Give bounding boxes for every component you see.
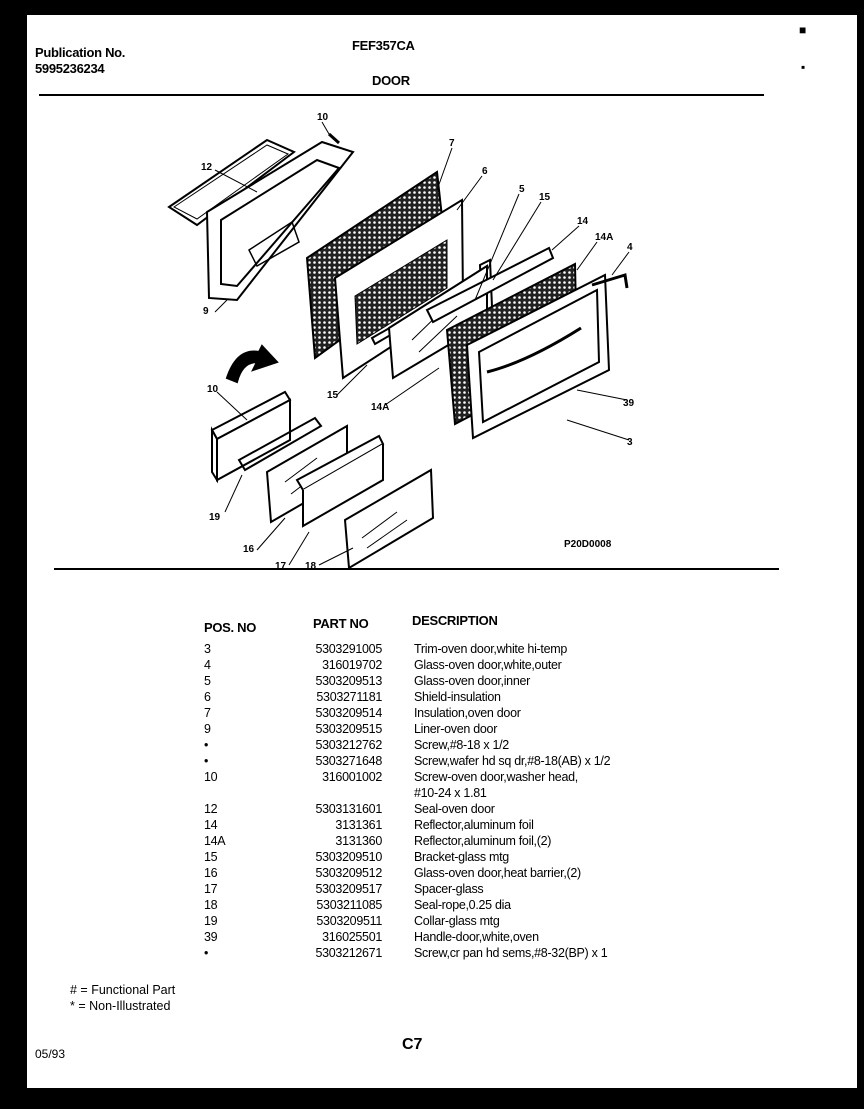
part-cell: 316019702 [322, 658, 382, 672]
callout-label: 17 [275, 561, 287, 570]
callout-label: 12 [201, 162, 213, 173]
col-header-pos: POS. NO [204, 620, 257, 635]
publication-number: 5995236234 [35, 61, 105, 76]
table-row [27, 690, 857, 706]
table-row [27, 946, 857, 962]
desc-cell: Insulation,oven door [414, 706, 521, 720]
part-cell: 3131361 [335, 818, 382, 832]
table-row [27, 818, 857, 834]
exploded-door-diagram [157, 100, 657, 570]
desc-cell: Glass-oven door,heat barrier,(2) [414, 866, 581, 880]
pos-cell: 10 [204, 770, 218, 784]
part-cell: 5303212762 [315, 738, 382, 752]
callout-label: 14 [577, 216, 589, 227]
pos-cell: 4 [204, 658, 211, 672]
callout-label: 5 [519, 184, 525, 195]
footer-date: 05/93 [35, 1047, 66, 1061]
callout-label: 6 [482, 166, 488, 177]
part-cell: 5303209511 [316, 914, 382, 928]
publication-label: Publication No. [35, 45, 126, 60]
pos-cell: 14 [204, 818, 218, 832]
desc-cell: Liner-oven door [414, 722, 498, 736]
col-header-desc: DESCRIPTION [412, 613, 498, 628]
part-cell: 5303291005 [315, 642, 382, 656]
part-cell: 5303209513 [315, 674, 382, 688]
part-cell: 3131360 [335, 834, 382, 848]
pos-cell: 12 [204, 802, 218, 816]
corner-mark: ■ [799, 23, 807, 37]
part-cell: 5303209515 [315, 722, 382, 736]
desc-cell: Trim-oven door,white hi-temp [414, 642, 568, 656]
table-row [27, 706, 857, 722]
table-row [27, 802, 857, 818]
pos-cell: 18 [204, 898, 218, 912]
model-number: FEF357CA [352, 38, 415, 53]
table-row [27, 770, 857, 802]
part-cell: 5303271648 [315, 754, 382, 768]
part-cell: 316025501 [322, 930, 382, 944]
callout-label: 39 [623, 398, 635, 409]
legend-functional: # = Functional Part [70, 983, 176, 997]
pos-cell: 7 [204, 706, 211, 720]
desc-cell: Glass-oven door,white,outer [414, 658, 562, 672]
pos-cell: 6 [204, 690, 211, 704]
corner-mark: ▪ [801, 60, 806, 74]
header-rule [39, 94, 764, 96]
pos-cell: 15 [204, 850, 218, 864]
pos-cell: 9 [204, 722, 211, 736]
desc-cell: Reflector,aluminum foil [414, 818, 534, 832]
callout-label: 18 [305, 561, 317, 570]
table-row [27, 722, 857, 738]
callout-label: 14A [595, 232, 614, 243]
desc-cell: Collar-glass mtg [414, 914, 500, 928]
table-row [27, 882, 857, 898]
desc-cell: Screw,wafer hd sq dr,#8-18(AB) x 1/2 [414, 754, 611, 768]
callout-label: 19 [209, 512, 221, 523]
callout-label: 16 [243, 544, 255, 555]
part-cell: 5303212671 [315, 946, 382, 960]
col-header-part: PART NO [313, 616, 369, 631]
desc-cell: Screw-oven door,washer head, [414, 770, 578, 784]
desc-cell: Screw,#8-18 x 1/2 [414, 738, 509, 752]
pos-cell: 3 [204, 642, 211, 656]
table-row [27, 930, 857, 946]
pos-cell: 17 [204, 882, 218, 896]
pos-cell: • [204, 738, 209, 752]
page-number: C7 [402, 1036, 423, 1053]
part-cell: 5303209510 [315, 850, 382, 864]
callout-label: 3 [627, 437, 633, 448]
part-cell: 5303209517 [315, 882, 382, 896]
part-cell: 316001002 [322, 770, 382, 784]
desc-cell: Reflector,aluminum foil,(2) [414, 834, 552, 848]
table-row [27, 754, 857, 770]
part-cell: 5303209514 [315, 706, 382, 720]
pos-cell: 19 [204, 914, 218, 928]
part-cell: 5303131601 [315, 802, 382, 816]
table-row [27, 674, 857, 690]
part-cell: 5303271181 [316, 690, 382, 704]
table-row [27, 898, 857, 914]
table-row [27, 738, 857, 754]
table-row [27, 658, 857, 674]
table-row [27, 834, 857, 850]
callout-label: 7 [449, 138, 455, 149]
desc-cell: Glass-oven door,inner [414, 674, 530, 688]
desc-cell-continued: #10-24 x 1.81 [414, 786, 487, 800]
table-row [27, 914, 857, 930]
table-row [27, 866, 857, 882]
callout-label: 14A [371, 402, 390, 413]
desc-cell: Seal-rope,0.25 dia [414, 898, 511, 912]
callout-label: 10 [207, 384, 219, 395]
diagram-code: P20D0008 [564, 539, 612, 550]
part-cell: 5303209512 [315, 866, 382, 880]
pos-cell: • [204, 946, 209, 960]
pos-cell: 5 [204, 674, 211, 688]
callout-label: 10 [317, 112, 329, 123]
table-row [27, 642, 857, 658]
callout-label: 9 [203, 306, 209, 317]
desc-cell: Shield-insulation [414, 690, 501, 704]
desc-cell: Spacer-glass [414, 882, 484, 896]
desc-cell: Seal-oven door [414, 802, 495, 816]
pos-cell: 16 [204, 866, 218, 880]
rotation-arrow-icon [227, 346, 277, 382]
pos-cell: 14A [204, 834, 226, 848]
desc-cell: Screw,cr pan hd sems,#8-32(BP) x 1 [414, 946, 608, 960]
pos-cell: • [204, 754, 209, 768]
section-rule [54, 568, 779, 570]
legend-non-illustrated: * = Non-Illustrated [70, 999, 171, 1013]
callout-label: 15 [539, 192, 551, 203]
callout-label: 15 [327, 390, 339, 401]
desc-cell: Handle-door,white,oven [414, 930, 539, 944]
table-row [27, 850, 857, 866]
desc-cell: Bracket-glass mtg [414, 850, 509, 864]
pos-cell: 39 [204, 930, 218, 944]
section-title: DOOR [372, 73, 410, 88]
callout-label: 4 [627, 242, 633, 253]
part-cell: 5303211085 [316, 898, 382, 912]
parts-sheet [27, 15, 857, 1088]
